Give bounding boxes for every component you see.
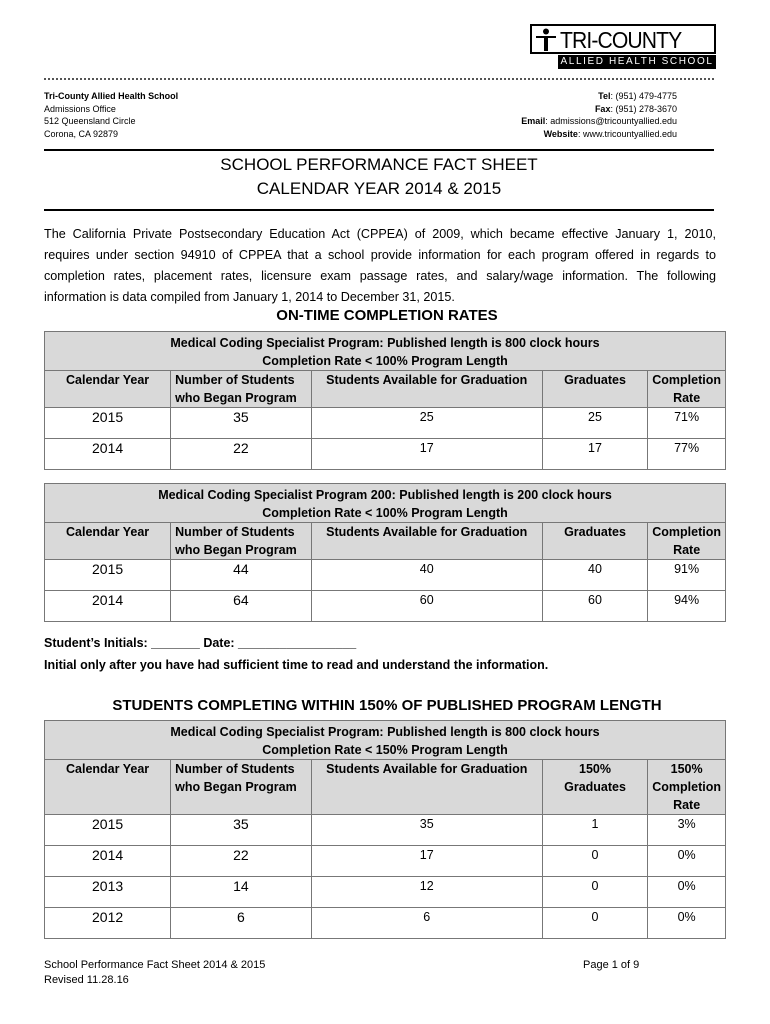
- cell-year: 2014: [45, 846, 171, 877]
- table-row: [45, 908, 726, 939]
- student-initials-line: Student’s Initials: _______ Date: _________________: [44, 636, 357, 650]
- school-city: Corona, CA 92879: [44, 128, 119, 139]
- header-students-available: Students Available for Graduation: [311, 371, 542, 408]
- school-contact: [521, 90, 677, 140]
- header-completion-rate: Completion Rate: [648, 523, 726, 560]
- school-office: Admissions Office: [44, 103, 116, 114]
- fax-label: Fax: [594, 103, 611, 114]
- table-row: [45, 591, 726, 622]
- website-label: Website: [543, 128, 578, 139]
- cell-graduates: 25: [542, 408, 648, 439]
- header-calendar-year: Calendar Year: [45, 760, 171, 815]
- table-caption: [45, 721, 726, 760]
- header-completion-rate: Completion Rate: [648, 371, 726, 408]
- initials-instruction: Initial only after you have had sufficient time to read and understand the information.: [44, 658, 549, 672]
- cell-year: 2014: [45, 439, 171, 470]
- header-150-graduates: 150% Graduates: [542, 760, 647, 815]
- table-row: [45, 439, 726, 470]
- contact-fax: [521, 103, 677, 116]
- website-value: : www.tricountyallied.edu: [577, 128, 677, 139]
- table-row: [45, 846, 726, 877]
- header-calendar-year: Calendar Year: [45, 371, 171, 408]
- cell-year: 2012: [45, 908, 171, 939]
- cell-graduates: 0: [542, 908, 647, 939]
- cell-graduates: 17: [542, 439, 648, 470]
- table-row: [45, 877, 726, 908]
- school-logo: [530, 24, 716, 70]
- cell-began: 22: [171, 846, 312, 877]
- contact-email: [521, 115, 677, 128]
- header-150-completion-rate: 150% Completion Rate: [648, 760, 726, 815]
- cell-available: 17: [311, 439, 542, 470]
- table-header-row: [45, 523, 726, 560]
- document-title-line2: CALENDAR YEAR 2014 & 2015: [256, 179, 502, 198]
- cell-graduates: 1: [542, 815, 647, 846]
- tel-label: Tel: [598, 91, 611, 101]
- table-caption-row: [45, 332, 726, 371]
- school-address: [44, 90, 178, 140]
- table-caption: [45, 484, 726, 523]
- logo-name: TRI-COUNTY: [560, 27, 682, 53]
- cell-began: 35: [171, 408, 312, 439]
- email-label: Email: [521, 116, 546, 126]
- completion-table-800: [44, 331, 726, 470]
- completion-table-150: [44, 720, 726, 939]
- cell-graduates: 40: [542, 560, 648, 591]
- cell-available: 25: [311, 408, 542, 439]
- header-students-began: Number of Students who Began Program: [171, 760, 312, 815]
- cell-year: 2015: [45, 560, 171, 591]
- footer-revised: Revised 11.28.16: [44, 974, 129, 986]
- cell-year: 2014: [45, 591, 171, 622]
- cell-began: 14: [171, 877, 312, 908]
- cell-began: 22: [171, 439, 312, 470]
- cell-rate: 77%: [648, 439, 726, 470]
- cell-began: 64: [171, 591, 312, 622]
- cell-graduates: 0: [542, 877, 647, 908]
- cell-rate: 71%: [648, 408, 726, 439]
- cell-available: 12: [311, 877, 542, 908]
- school-name: Tri-County Allied Health School: [44, 91, 179, 101]
- logo-name-box: [530, 24, 716, 54]
- cell-began: 35: [171, 815, 312, 846]
- caption-line2: Completion Rate < 100% Program Length: [262, 506, 508, 520]
- cell-rate: 0%: [648, 846, 726, 877]
- header-students-began: Number of Students who Began Program: [171, 371, 312, 408]
- header-students-available: Students Available for Graduation: [311, 760, 542, 815]
- cell-rate: 0%: [648, 908, 726, 939]
- page-number: Page 1 of 9: [583, 959, 640, 971]
- header-graduates: Graduates: [542, 523, 648, 560]
- completion-table-200: [44, 483, 726, 622]
- table-row: [45, 408, 726, 439]
- cell-rate: 0%: [648, 877, 726, 908]
- logo-subtitle: ALLIED HEALTH SCHOOL: [558, 55, 716, 69]
- table-row: [45, 815, 726, 846]
- email-value: : admissions@tricountyallied.edu: [545, 116, 677, 126]
- table-caption-row: [45, 721, 726, 760]
- caption-line1: Medical Coding Specialist Program: Published length is 800 clock hours: [170, 336, 600, 350]
- table-caption: [45, 332, 726, 371]
- cell-available: 40: [311, 560, 542, 591]
- completion-150-heading: STUDENTS COMPLETING WITHIN 150% OF PUBLISHED PROGRAM LENGTH: [112, 697, 662, 714]
- cell-graduates: 60: [542, 591, 648, 622]
- caption-line1: Medical Coding Specialist Program 200: Published length is 200 clock hours: [158, 488, 612, 502]
- person-figure-icon: [535, 28, 557, 52]
- header-graduates: Graduates: [542, 371, 648, 408]
- cell-rate: 91%: [648, 560, 726, 591]
- intro-paragraph: The California Private Postsecondary Education Act (CPPEA) of 2009, which became effective January 1, 2010, requires under section 94910 of CPPEA that a school provide information for each program offered in regards to completion rates, placement rates, licensure exam passage rates, and salary/wage information. The following information is data compiled from January 1, 2014 to December 31, 2015.: [44, 227, 716, 304]
- title-bottom-rule: [44, 209, 714, 211]
- table-caption-row: [45, 484, 726, 523]
- caption-line1: Medical Coding Specialist Program: Published length is 800 clock hours: [170, 725, 600, 739]
- header-students-available: Students Available for Graduation: [311, 523, 542, 560]
- cell-available: 6: [311, 908, 542, 939]
- cell-rate: 94%: [648, 591, 726, 622]
- table-header-row: [45, 760, 726, 815]
- school-street: 512 Queensland Circle: [44, 116, 136, 126]
- cell-year: 2015: [45, 815, 171, 846]
- footer-document-title: School Performance Fact Sheet 2014 & 2015: [44, 959, 266, 971]
- header-calendar-year: Calendar Year: [45, 523, 171, 560]
- cell-available: 60: [311, 591, 542, 622]
- table-row: [45, 560, 726, 591]
- cell-available: 17: [311, 846, 542, 877]
- header-dotted-divider: [44, 78, 714, 80]
- cell-available: 35: [311, 815, 542, 846]
- contact-website: [521, 128, 677, 141]
- tel-value: : (951) 479-4775: [610, 91, 677, 101]
- cell-rate: 3%: [648, 815, 726, 846]
- cell-began: 6: [171, 908, 312, 939]
- page-footer-left: [44, 958, 265, 988]
- caption-line2: Completion Rate < 150% Program Length: [262, 743, 508, 757]
- title-top-rule: [44, 149, 714, 151]
- table-header-row: [45, 371, 726, 408]
- caption-line2: Completion Rate < 100% Program Length: [262, 354, 508, 368]
- fax-value: : (951) 278-3670: [610, 103, 677, 114]
- cell-year: 2013: [45, 877, 171, 908]
- cell-began: 44: [171, 560, 312, 591]
- cell-year: 2015: [45, 408, 171, 439]
- cell-graduates: 0: [542, 846, 647, 877]
- document-title-line1: SCHOOL PERFORMANCE FACT SHEET: [220, 155, 538, 174]
- contact-tel: [521, 90, 677, 103]
- on-time-completion-heading: ON-TIME COMPLETION RATES: [276, 307, 498, 324]
- header-students-began: Number of Students who Began Program: [171, 523, 312, 560]
